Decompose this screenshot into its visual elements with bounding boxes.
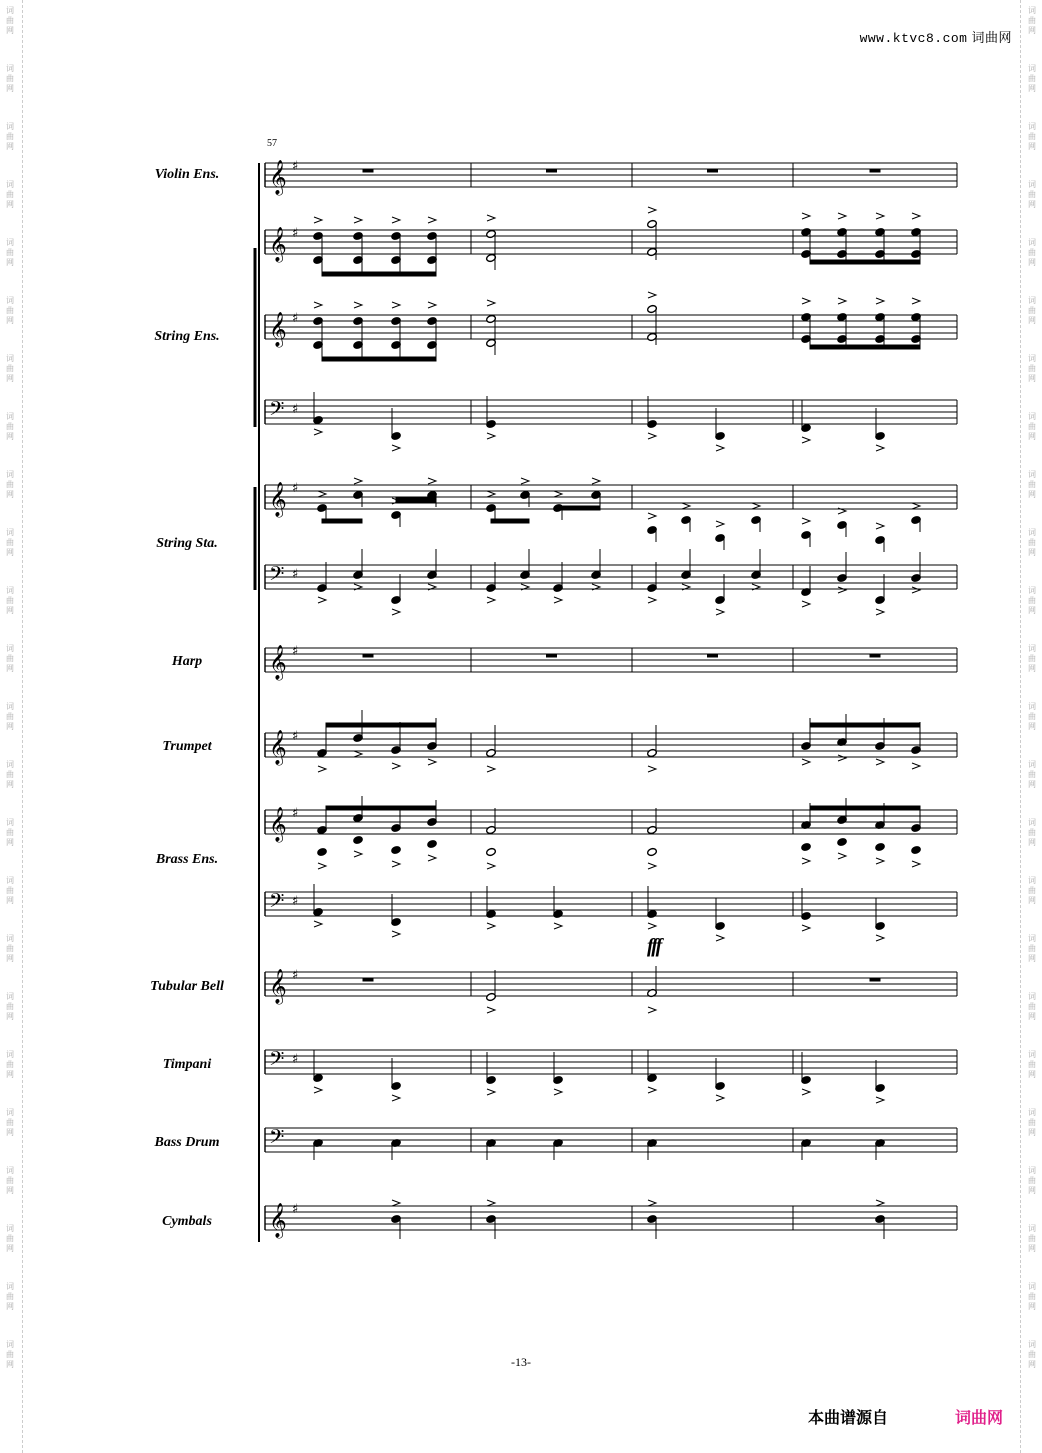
accent-mark [354,302,362,308]
accent-mark [648,513,656,519]
accent-mark [648,863,656,869]
accent-mark [716,445,724,451]
watermark-block: 词 曲 网 [1028,180,1036,209]
watermark-block: 词 曲 网 [1028,1340,1036,1369]
note-beam [810,806,920,810]
accent-mark [876,213,884,219]
accent-mark [314,429,322,435]
watermark-block: 词 曲 网 [1028,122,1036,151]
accent-mark [838,213,846,219]
accent-mark [487,1200,495,1206]
accent-mark [838,853,846,859]
clef-icon: 𝄞 [269,730,287,765]
accent-mark [487,766,495,772]
clef-icon: 𝄢 [269,562,285,590]
accent-mark [392,861,400,867]
watermark-block: 词 曲 网 [6,934,14,963]
accent-mark [802,759,810,765]
accent-mark [314,921,322,927]
watermark-block: 词 曲 网 [1028,470,1036,499]
accent-mark [716,609,724,615]
dynamic-marking: fff [647,935,661,957]
watermark-block: 词 曲 网 [1028,1050,1036,1079]
accent-mark [392,217,400,223]
watermark-block: 词 曲 网 [6,1340,14,1369]
accent-mark [487,491,495,497]
note-beam [322,357,436,361]
accent-mark [912,503,920,509]
accent-mark [318,491,326,497]
watermark-block: 词 曲 网 [1028,1108,1036,1137]
watermark-block: 词 曲 网 [6,644,14,673]
watermark-block: 词 曲 网 [6,992,14,1021]
accent-mark [487,1089,495,1095]
watermark-block: 词 曲 网 [1028,760,1036,789]
watermark-block: 词 曲 网 [1028,644,1036,673]
watermark-block: 词 曲 网 [1028,934,1036,963]
whole-rest [870,169,880,172]
accent-mark [802,518,810,524]
accent-mark [487,300,495,306]
accent-mark [876,523,884,529]
header-url[interactable]: www.ktvc8.com [859,31,968,46]
clef-icon: 𝄢 [269,397,285,425]
accent-mark [716,1095,724,1101]
accent-mark [876,935,884,941]
label-string-ens: String Ens. [154,329,220,344]
watermark-block: 词 曲 网 [1028,1166,1036,1195]
accent-mark [487,215,495,221]
clef-icon: 𝄞 [269,969,287,1004]
clef-icon: 𝄞 [269,312,287,347]
accent-mark [648,1200,656,1206]
accent-mark [912,587,920,593]
whole-rest [708,654,718,657]
watermark-block: 词 曲 网 [6,1166,14,1195]
clef-icon: 𝄞 [269,807,287,842]
accent-mark [354,217,362,223]
accent-mark [838,587,846,593]
notehead [801,842,812,851]
note-beam [558,506,600,510]
whole-rest [547,169,557,172]
whole-rest [708,169,718,172]
sharp-icon: ♯ [292,806,299,821]
whole-rest [363,654,373,657]
accent-mark [912,763,920,769]
note-beam [322,272,436,276]
label-tubular-bell: Tubular Bell [150,979,224,994]
accent-mark [876,1200,884,1206]
accent-mark [648,292,656,298]
watermark-block: 词 曲 网 [6,1108,14,1137]
sharp-icon: ♯ [292,226,299,241]
accent-mark [912,861,920,867]
accent-mark [428,302,436,308]
label-harp: Harp [171,654,203,669]
sharp-icon: ♯ [292,1202,299,1217]
note-beam [810,345,920,349]
sharp-icon: ♯ [292,402,299,417]
measure-number: 57 [267,138,277,149]
accent-mark [912,213,920,219]
accent-mark [487,923,495,929]
note-beam [322,519,362,523]
notehead [647,847,658,856]
whole-rest [870,654,880,657]
note-beam [396,498,436,502]
accent-mark [648,433,656,439]
clef-icon: 𝄞 [269,1203,287,1238]
header-site: 词曲网 [971,31,1012,46]
accent-mark [648,923,656,929]
whole-rest [363,978,373,981]
accent-mark [521,478,529,484]
watermark-block: 词 曲 网 [6,296,14,325]
accent-mark [648,766,656,772]
accent-mark [487,1007,495,1013]
sharp-icon: ♯ [292,894,299,909]
accent-mark [392,302,400,308]
accent-mark [838,755,846,761]
clef-icon: 𝄢 [269,1047,285,1075]
watermark-block: 词 曲 网 [1028,354,1036,383]
watermark-block: 词 曲 网 [1028,992,1036,1021]
watermark-block: 词 曲 网 [1028,6,1036,35]
watermark-block: 词 曲 网 [1028,528,1036,557]
accent-mark [428,759,436,765]
accent-mark [318,766,326,772]
sharp-icon: ♯ [292,481,299,496]
watermark-block: 词 曲 网 [1028,1282,1036,1311]
page-number: -13- [511,1355,531,1369]
watermark-block: 词 曲 网 [1028,1224,1036,1253]
watermark-block: 词 曲 网 [1028,876,1036,905]
accent-mark [554,491,562,497]
label-timpani: Timpani [162,1057,212,1072]
clef-icon: 𝄞 [269,160,287,195]
notehead [837,837,848,846]
accent-mark [318,863,326,869]
accent-mark [392,609,400,615]
watermark-block: 词 曲 网 [6,876,14,905]
watermark-block: 词 曲 网 [6,64,14,93]
accent-mark [682,503,690,509]
accent-mark [802,298,810,304]
watermark-block: 词 曲 网 [1028,64,1036,93]
watermark-block: 词 曲 网 [6,1050,14,1079]
accent-mark [648,1087,656,1093]
notehead [875,842,886,851]
watermark-block: 词 曲 网 [1028,412,1036,441]
notehead [486,847,497,856]
accent-mark [802,437,810,443]
accent-mark [802,858,810,864]
watermark-block: 词 曲 网 [6,1224,14,1253]
accent-mark [554,597,562,603]
accent-mark [487,433,495,439]
accent-mark [912,298,920,304]
watermark-block: 词 曲 网 [1028,238,1036,267]
watermark-block: 词 曲 网 [6,1282,14,1311]
watermark-block: 词 曲 网 [6,354,14,383]
accent-mark [876,298,884,304]
notehead [911,845,922,854]
accent-mark [428,478,436,484]
accent-mark [876,609,884,615]
watermark-block: 词 曲 网 [1028,702,1036,731]
watermark-block: 词 曲 网 [6,470,14,499]
watermark-block: 词 曲 网 [1028,296,1036,325]
watermark-block: 词 曲 网 [6,702,14,731]
whole-rest [870,978,880,981]
sharp-icon: ♯ [292,644,299,659]
watermark-block: 词 曲 网 [6,122,14,151]
notehead [353,835,364,844]
accent-mark [802,213,810,219]
accent-mark [392,931,400,937]
sharp-icon: ♯ [292,567,299,582]
accent-mark [354,478,362,484]
sharp-icon: ♯ [292,311,299,326]
accent-mark [876,1097,884,1103]
accent-mark [802,601,810,607]
label-string-sta: String Sta. [156,536,218,551]
accent-mark [354,751,362,757]
sharp-icon: ♯ [292,1052,299,1067]
note-beam [491,519,529,523]
sharp-icon: ♯ [292,968,299,983]
watermark-block: 词 曲 网 [1028,586,1036,615]
accent-mark [802,1089,810,1095]
clef-icon: 𝄞 [269,645,287,680]
note-beam [326,723,436,727]
whole-rest [547,654,557,657]
accent-mark [752,503,760,509]
accent-mark [487,863,495,869]
label-cymbals: Cymbals [162,1214,212,1229]
accent-mark [314,302,322,308]
accent-mark [487,597,495,603]
accent-mark [716,521,724,527]
accent-mark [876,445,884,451]
accent-mark [392,1200,400,1206]
notehead [391,845,402,854]
note-beam [326,806,436,810]
label-brass-ens: Brass Ens. [155,852,219,867]
clef-icon: 𝄞 [269,482,287,517]
label-violin-ens: Violin Ens. [154,167,220,182]
watermark-block: 词 曲 网 [1028,818,1036,847]
accent-mark [392,1095,400,1101]
watermark-block: 词 曲 网 [6,760,14,789]
accent-mark [838,298,846,304]
accent-mark [428,855,436,861]
notehead [427,839,438,848]
footer-site[interactable]: 词曲网 [955,1408,1004,1427]
accent-mark [592,478,600,484]
clef-icon: 𝄞 [269,227,287,262]
sharp-icon: ♯ [292,729,299,744]
label-bass-drum: Bass Drum [154,1135,220,1150]
accent-mark [354,851,362,857]
accent-mark [314,1087,322,1093]
footer-source: 本曲谱源自 [808,1408,889,1427]
accent-mark [554,1089,562,1095]
watermark-block: 词 曲 网 [6,6,14,35]
accent-mark [392,763,400,769]
accent-mark [648,597,656,603]
accent-mark [392,445,400,451]
watermark-block: 词 曲 网 [6,586,14,615]
accent-mark [648,207,656,213]
accent-mark [314,217,322,223]
sharp-icon: ♯ [292,159,299,174]
watermark-block: 词 曲 网 [6,180,14,209]
accent-mark [876,759,884,765]
note-beam [810,260,920,264]
accent-mark [876,858,884,864]
clef-icon: 𝄢 [269,1125,285,1153]
watermark-block: 词 曲 网 [6,412,14,441]
whole-rest [363,169,373,172]
accent-mark [716,935,724,941]
note-beam [810,723,920,727]
label-trumpet: Trumpet [162,739,212,754]
accent-mark [428,217,436,223]
watermark-block: 词 曲 网 [6,238,14,267]
accent-mark [318,597,326,603]
watermark-block: 词 曲 网 [6,528,14,557]
accent-mark [554,923,562,929]
accent-mark [802,925,810,931]
clef-icon: 𝄢 [269,889,285,917]
watermark-block: 词 曲 网 [6,818,14,847]
notehead [317,847,328,856]
accent-mark [648,1007,656,1013]
